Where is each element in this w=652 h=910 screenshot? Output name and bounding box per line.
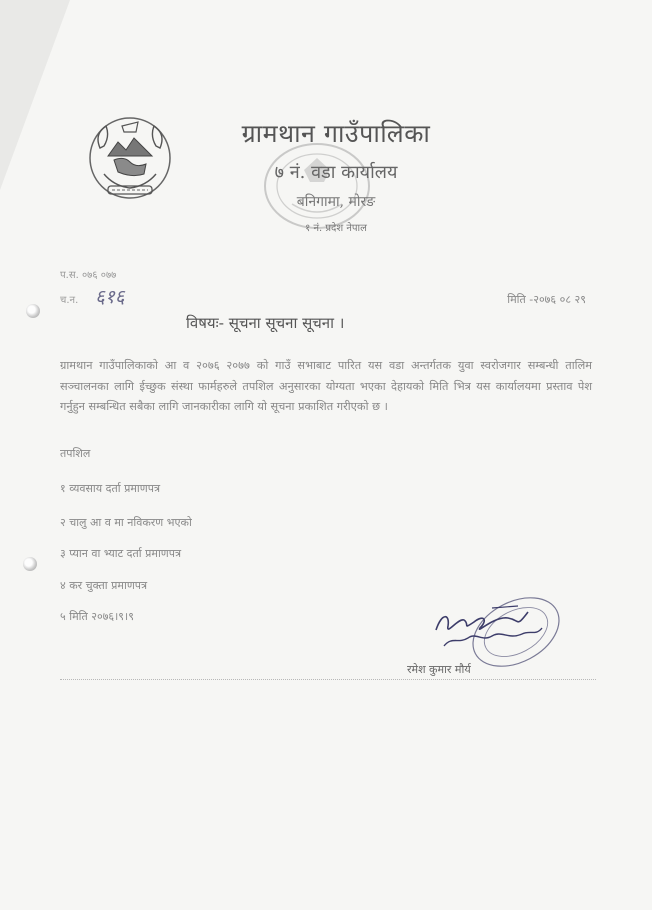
list-item: ५ मिति २०७६।९।९ — [60, 610, 134, 623]
chalani-label: च.न. — [60, 295, 79, 306]
notice-body: ग्रामथान गाउँपालिकाको आ व २०७६ २०७७ को गाउँ सभाबाट पारित यस वडा अन्तर्गतक युवा स्वरोजगार सम्बन्धी तालिम सञ्चालनका लागि ईच्छुक संस्था फार्महरुले तपशिल अनुसारका योग्यता भएका देहायको मिति भित्र यस कार्यालयमा प्रस्ताव पेश गर्नुहुन सम्बन्धित सबैका लागि जानकारीका लागि यो सूचना प्रकाशित गरीएको छ । — [60, 359, 592, 413]
nepal-emblem-icon — [84, 112, 176, 204]
tapashil-label: तपशिल — [60, 447, 91, 460]
ward-office: ७ नं. वडा कार्यालय — [274, 162, 398, 183]
list-item: ३ प्यान वा भ्याट दर्ता प्रमाणपत्र — [60, 547, 182, 560]
office-name: ग्रामथान गाउँपालिका — [241, 119, 431, 148]
dotted-rule — [60, 679, 596, 680]
signatory-name: रमेश कुमार मौर्य — [407, 663, 471, 676]
patra-sankhya: प.स. ०७६ ०७७ — [60, 270, 117, 281]
province-label: १ नं. प्रदेश नेपाल — [305, 223, 367, 234]
paper-fold — [0, 0, 70, 190]
chalani-number: ६१६ — [95, 286, 125, 308]
punch-hole-icon — [23, 557, 37, 571]
letter-date: मिति -२०७६ ०८ २९ — [507, 293, 586, 306]
list-item: १ व्यवसाय दर्ता प्रमाणपत्र — [60, 482, 161, 495]
subject-line: विषयः- सूचना सूचना सूचना । — [186, 314, 345, 332]
office-stamp-icon — [262, 140, 372, 232]
punch-hole-icon — [26, 304, 40, 318]
list-item: ४ कर चुक्ता प्रमाणपत्र — [60, 579, 148, 592]
list-item: २ चालु आ व मा नविकरण भएको — [60, 516, 192, 529]
office-location: बनिगामा, मोरङ — [296, 194, 376, 210]
